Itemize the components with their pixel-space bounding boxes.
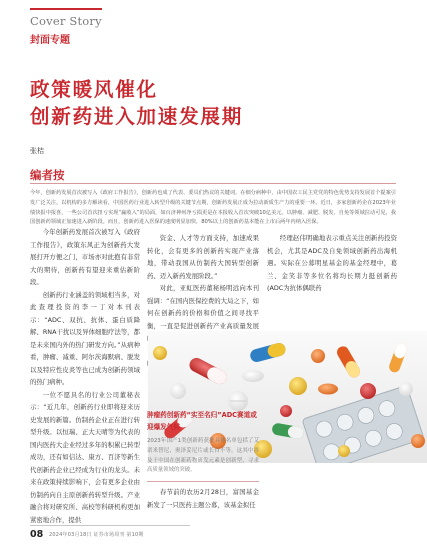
editor-note-label: 编者按 — [30, 168, 65, 182]
body-column-3 — [267, 232, 397, 295]
author-byline: 张桔 — [30, 147, 44, 155]
editor-note-rule — [30, 183, 396, 184]
column-name-en: Cover Story — [30, 14, 102, 28]
body-paragraph: 创新药行业涵盖的领域相当多，对此查理投资的李一丁对本刊表示：“ADC、双抗、抗体、蛋白质降解、RNA干扰以及异体细胞疗法等，都是未来国内外的热门研发方向。”从病种看，肿瘤、减重、阿尔茨海默病、脱发以及特应性皮炎等也已成为创新药领域的热门病种。 — [30, 290, 140, 386]
page-number: 08 — [30, 529, 44, 540]
body-paragraph: 今年创新药发展首次被写入《政府工作报告》，政策东风正为创新药大发展打开方便之门，市场亦对此抱有非常大的期待，创新药有望迎来重估新阶段。 — [30, 228, 140, 286]
body-column-1 — [30, 226, 140, 526]
article-title-line1: 政策暖风催化 — [30, 78, 158, 101]
sidebar-title: 肿瘤药创新药“实至名归”ADC赛道或迎爆发气候 — [147, 411, 257, 431]
body-paragraph: 经理赵伟明确地表示重点关注创新药投资机会，尤其是ADC及自免领域创新药出海机遇。实际在公募明星基金的基金经理中，葛兰、金笑非等多位名将均长期力挺创新药(ADC为抗体偶联药 — [267, 234, 397, 292]
article-title-line2: 创新药进入加速发展期 — [30, 105, 244, 128]
header-accent-rule — [30, 8, 102, 10]
body-paragraph: 资金、人才等方面支持，加速成果转化，会有更多的创新药实现产业落地，带动我国从仿制药大国转型创新药、迈入新药发展阶段。” — [147, 234, 259, 280]
footer-rule — [30, 525, 190, 526]
footer-issue-info: 2024年03月18日 证券市场周刊 第10期 — [49, 532, 144, 538]
column-name-cn: 封面专题 — [30, 35, 70, 46]
editor-note-text: 今年，创新药发展首次被写入《政府工作报告》，创新药也成了代表、委员们热议的关键词。在细分病种中，由中国农工民主党党的特色优势支持发展首个提案引发广泛关注。以机构的多方解读看，中国医药行业进入转型升级的关键节点期，创新药发展正成为拉动新质生产力的重要一环。近日，多家创新药企在2023年业绩快报中报喜，一些公司首次扭亏实现“赢收入”的局面，如百济神州净亏损更是在本报收入首次突破10亿美元。以肿瘤、减肥、脱发、自免等领域拉动可见，我国创新药领域正加速进入新阶段。而且，创新药进入医保的速度明显加快，80%以上的创新药基本能在上市后两年内纳入医保。 — [30, 190, 396, 226]
sidebar-rule — [147, 481, 259, 482]
sidebar-text: 2023年国产1类创新药获批具体名单包括了艾诺米替尼、奥泽妥尼片或长自不等。这其中涉及于中国在创新药物研发元素是创新型，寻求高质量领域的突破。 — [147, 438, 259, 474]
body-paragraph: 春节前的农历2月28日，富国基金新发了一只医药主题公募，该基金拟任 — [147, 488, 259, 509]
sidebar-box — [147, 410, 259, 511]
body-paragraph: 一位不愿具名的行业公司董秘表示：“近几年，创新药行业即将迎来历史发展的新篇。仿制药企业正在进行转型升级。以恒瑞、正大天晴等为代表的国内医药大企业经过多年的积累已转型成功，还有如信达、康方、百济等新生代创新药企业已经成为行业的龙头。未来在政策持续影响下，会有更多企业由仿制药向自主原创新药转型升级。产业融合将对研究所、高校等科研机构更加紧密地合作，提供 — [30, 390, 140, 524]
body-paragraph: 对此，亚虹医药董秘杨明远向本刊强调：“在国内医保控费的大局之下，如何在创新药的价格和价值之间寻找平衡，一直是促进创新药产业高质量发展 — [147, 284, 259, 330]
